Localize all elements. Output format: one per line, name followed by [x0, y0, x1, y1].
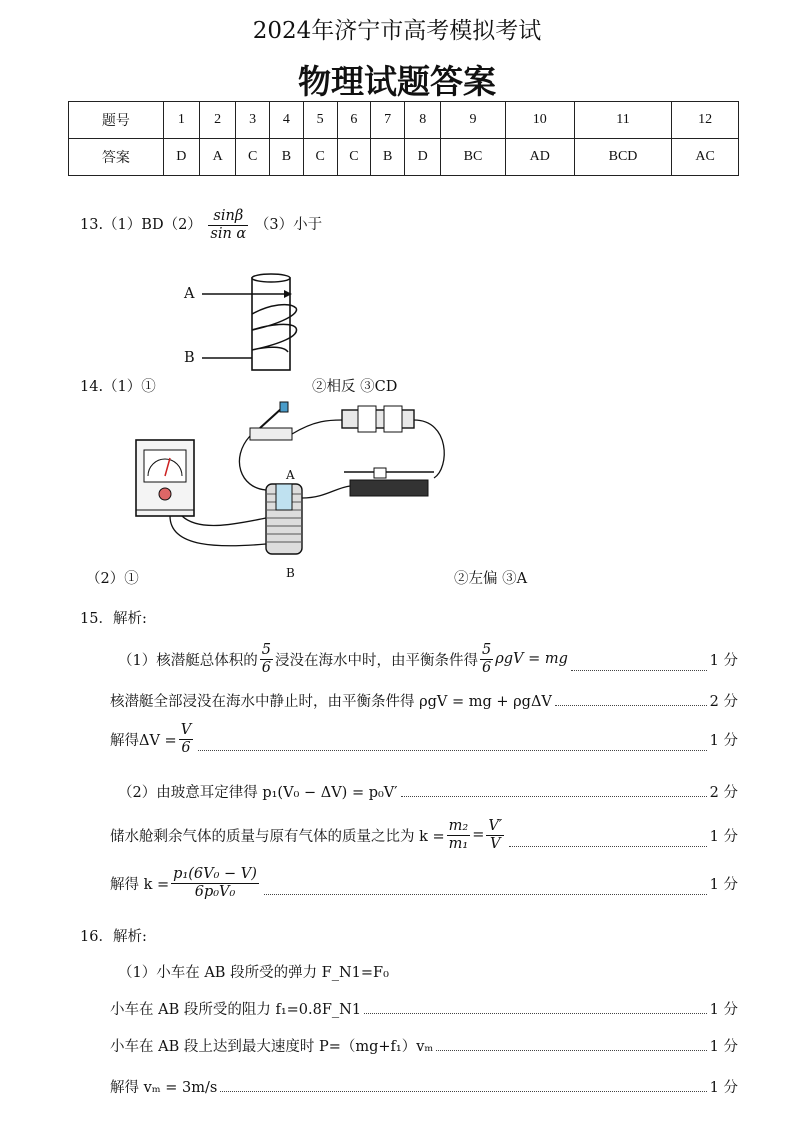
q13-label-b: B	[184, 350, 195, 366]
q14-circuit-figure	[130, 398, 470, 578]
dot-leader	[436, 1050, 706, 1051]
table-cell: A	[199, 139, 235, 176]
answer-sheet-title: 物理试题答案	[298, 62, 496, 101]
table-cell: 5	[303, 102, 337, 139]
dot-leader	[220, 1091, 706, 1092]
line-text: （1）核潜艇总体积的	[118, 652, 258, 669]
table-cell: 9	[441, 102, 505, 139]
q13-answer-line	[80, 208, 322, 242]
line-text: 解得ΔV =	[110, 732, 177, 749]
table-cell: C	[303, 139, 337, 176]
q13-label: 13.（1）BD（2）	[80, 217, 202, 234]
table-cell: 10	[505, 102, 574, 139]
dot-leader	[198, 750, 706, 751]
score: 1 分	[709, 1039, 738, 1055]
fraction	[486, 818, 504, 852]
q15-line-6	[110, 866, 738, 900]
row-label: 答案	[69, 139, 164, 176]
line-text: 浸没在海水中时，由平衡条件得	[274, 652, 478, 669]
table-cell: 1	[163, 102, 199, 139]
fraction-denominator: sin α	[210, 225, 247, 242]
fraction-denominator: m₁	[448, 835, 469, 852]
q15-line-3	[110, 722, 738, 756]
table-cell: 4	[270, 102, 304, 139]
line-text: （2）由玻意耳定律得 p₁(V₀ − ΔV) = p₀V′	[118, 785, 398, 801]
table-cell: B	[270, 139, 304, 176]
q15-line-2	[110, 690, 738, 711]
score: 2 分	[709, 785, 738, 801]
line-text: 解得 vₘ = 3m/s	[110, 1080, 218, 1096]
fraction	[179, 722, 193, 756]
row-label: 题号	[69, 102, 164, 139]
q15-line-5	[110, 818, 738, 852]
q14-label-b: B	[286, 566, 295, 580]
score: 1 分	[709, 732, 738, 749]
equation: ρgV = mg	[495, 651, 568, 668]
q14-part2-left: （2）①	[86, 571, 139, 587]
fraction	[447, 818, 471, 852]
q15-line-1	[118, 642, 738, 676]
score: 1 分	[709, 828, 738, 845]
q16-line-3	[110, 1035, 738, 1056]
q13-tail: （3）小于	[254, 217, 323, 234]
table-cell: 8	[405, 102, 441, 139]
table-cell: D	[405, 139, 441, 176]
fraction-numerator: 5	[261, 642, 271, 658]
score: 1 分	[709, 652, 738, 669]
dot-leader	[509, 846, 707, 847]
table-cell: BCD	[574, 139, 671, 176]
line-text: 小车在 AB 段上达到最大速度时 P=（mg+f₁）vₘ	[110, 1039, 434, 1055]
fraction	[480, 642, 493, 676]
table-cell: 3	[236, 102, 270, 139]
fraction-denominator: 6p₀V₀	[194, 883, 236, 900]
exam-title: 2024年济宁市高考模拟考试	[252, 18, 542, 44]
table-cell: AC	[672, 139, 739, 176]
fraction-numerator: p₁(6V₀ − V)	[173, 866, 257, 882]
dot-leader	[364, 1013, 707, 1014]
table-cell: C	[236, 139, 270, 176]
q14-label-a: A	[286, 468, 295, 482]
fraction-numerator: m₂	[448, 818, 469, 834]
table-cell: B	[371, 139, 405, 176]
fraction-denominator: 6	[481, 659, 492, 676]
table-cell: D	[163, 139, 199, 176]
fraction	[171, 866, 259, 900]
score: 2 分	[709, 694, 738, 710]
q15-heading: 15．解析:	[80, 611, 147, 627]
score: 1 分	[709, 1080, 738, 1096]
q13-coil-figure	[180, 272, 320, 372]
q13-label-a: A	[184, 286, 195, 302]
fraction-numerator: sinβ	[208, 208, 248, 226]
answer-table	[68, 101, 739, 176]
score: 1 分	[709, 1002, 738, 1018]
table-cell: AD	[505, 139, 574, 176]
line-text: 小车在 AB 段所受的阻力 f₁=0.8F_N1	[110, 1002, 362, 1018]
line-text: 解得 k =	[110, 876, 170, 893]
question-number-row	[69, 102, 739, 139]
table-cell: C	[337, 139, 371, 176]
line-text: 核潜艇全部浸没在海水中静止时，由平衡条件得 ρgV = mg + ρgΔV	[110, 694, 552, 710]
table-cell: 12	[672, 102, 739, 139]
q16-line-4	[110, 1076, 738, 1097]
dot-leader	[264, 894, 707, 895]
q14-part1-left: 14.（1）①	[80, 379, 156, 395]
fraction-numerator: 5	[481, 642, 492, 658]
fraction-denominator: V	[490, 835, 501, 852]
fraction-numerator: V	[180, 722, 192, 738]
dot-leader	[571, 670, 707, 671]
line-text: 储水舱剩余气体的质量与原有气体的质量之比为 k =	[110, 828, 445, 845]
q16-line-1: （1）小车在 AB 段所受的弹力 F_N1=F₀	[118, 965, 389, 981]
dot-leader	[555, 705, 707, 706]
table-cell: BC	[441, 139, 505, 176]
table-cell: 2	[199, 102, 235, 139]
answer-row	[69, 139, 739, 176]
q14-part2-right: ②左偏 ③A	[454, 571, 528, 587]
q16-line-2	[110, 998, 738, 1019]
dot-leader	[401, 796, 707, 797]
fraction-denominator: 6	[261, 659, 271, 676]
equals-sign: =	[472, 827, 485, 844]
q14-part1-right: ②相反 ③CD	[312, 379, 398, 395]
q16-heading: 16．解析:	[80, 929, 147, 945]
q13-fraction	[208, 208, 248, 242]
table-cell: 6	[337, 102, 371, 139]
score: 1 分	[709, 876, 738, 893]
q15-line-4	[118, 781, 738, 802]
fraction-numerator: V′	[488, 818, 503, 834]
table-cell: 7	[371, 102, 405, 139]
table-cell: 11	[574, 102, 671, 139]
fraction	[260, 642, 273, 676]
fraction-denominator: 6	[181, 739, 191, 756]
